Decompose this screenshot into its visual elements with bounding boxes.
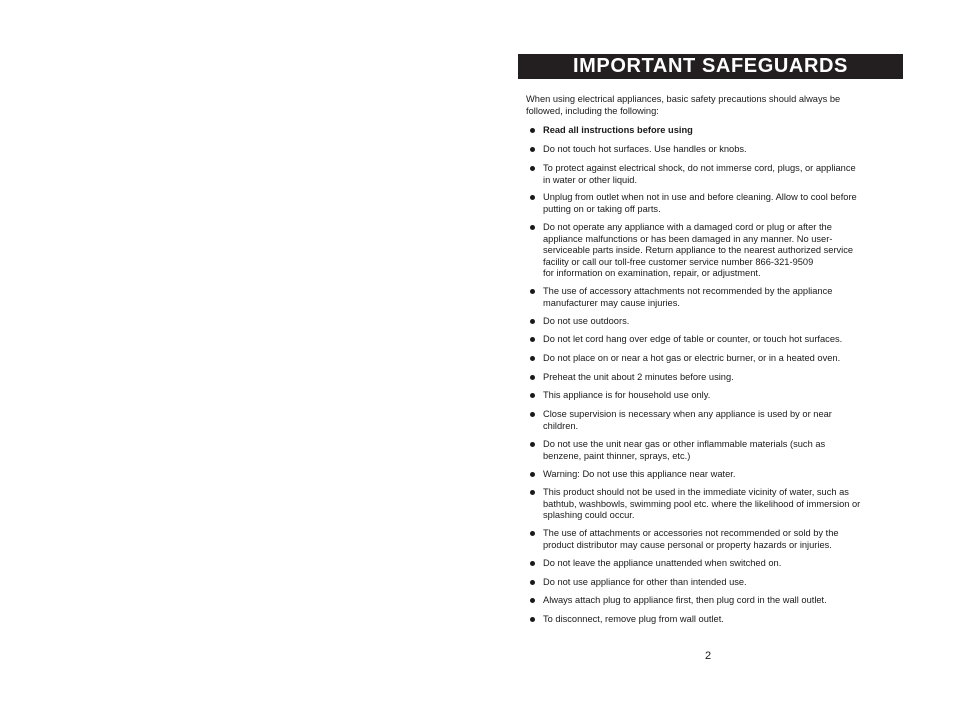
list-item xyxy=(529,439,891,462)
list-item-text: Do not let cord hang over edge of table or counter, or touch hot surfaces. xyxy=(543,334,843,344)
list-item xyxy=(529,372,891,384)
bullet-icon xyxy=(529,614,543,626)
list-item-text: Do not touch hot surfaces. Use handles or knobs. xyxy=(543,144,747,154)
bullet-icon xyxy=(529,528,543,551)
list-item-text: Do not operate any appliance with a damaged cord or plug or after the appliance malfunctions or has been damaged in any manner. No user- serviceable parts inside. Return appliance to the nearest authorized service facility or call our toll-free customer service number 866-321-9509 for information on examination, repair, or adjustment. xyxy=(543,222,854,278)
intro-paragraph: When using electrical appliances, basic safety precautions should always be followed, including the following: xyxy=(526,94,841,116)
list-item-text: Read all instructions before using xyxy=(543,125,693,135)
list-item xyxy=(529,409,891,432)
list-item xyxy=(529,192,891,215)
bullet-icon xyxy=(529,353,543,365)
bullet-icon xyxy=(529,334,543,346)
list-item-text: Do not use outdoors. xyxy=(543,316,630,326)
bullet-icon xyxy=(529,487,543,522)
list-item xyxy=(529,353,891,365)
list-item-text: Close supervision is necessary when any appliance is used by or near children. xyxy=(543,409,832,431)
bullet-icon xyxy=(529,439,543,462)
bullet-icon xyxy=(529,286,543,309)
list-item xyxy=(529,577,891,589)
bullet-icon xyxy=(529,192,543,215)
bullet-icon xyxy=(529,409,543,432)
bullet-icon xyxy=(529,577,543,589)
list-item xyxy=(529,144,891,156)
list-item-text: Do not use appliance for other than intended use. xyxy=(543,577,747,587)
list-item xyxy=(529,316,891,328)
page-title: IMPORTANT SAFEGUARDS xyxy=(573,55,848,77)
bullet-icon xyxy=(529,469,543,481)
page-number: 2 xyxy=(704,650,712,662)
bullet-icon xyxy=(529,595,543,607)
list-item xyxy=(529,487,891,522)
list-item-text: Always attach plug to appliance first, then plug cord in the wall outlet. xyxy=(543,595,827,605)
list-item-text: Warning: Do not use this appliance near water. xyxy=(543,469,736,479)
list-item-text: This appliance is for household use only. xyxy=(543,390,711,400)
bullet-icon xyxy=(529,390,543,402)
bullet-icon xyxy=(529,163,543,186)
list-item-text: To disconnect, remove plug from wall outlet. xyxy=(543,614,724,624)
list-item xyxy=(529,222,891,280)
list-item-text: The use of attachments or accessories not recommended or sold by the product distributor may cause personal or property hazards or injuries. xyxy=(543,528,839,550)
bullet-icon xyxy=(529,372,543,384)
bullet-icon xyxy=(529,125,543,137)
title-banner xyxy=(518,54,903,79)
list-item xyxy=(529,334,891,346)
list-item-text: Unplug from outlet when not in use and before cleaning. Allow to cool before putting on or taking off parts. xyxy=(543,192,857,214)
list-item-text: Do not place on or near a hot gas or electric burner, or in a heated oven. xyxy=(543,353,841,363)
list-item-text: Do not leave the appliance unattended when switched on. xyxy=(543,558,782,568)
list-item xyxy=(529,614,891,626)
bullet-icon xyxy=(529,144,543,156)
list-item xyxy=(529,595,891,607)
list-item xyxy=(529,528,891,551)
list-item-text: Preheat the unit about 2 minutes before using. xyxy=(543,372,734,382)
list-item-text: The use of accessory attachments not recommended by the appliance manufacturer may cause injuries. xyxy=(543,286,833,308)
list-item xyxy=(529,125,891,137)
bullet-icon xyxy=(529,316,543,328)
bullet-icon xyxy=(529,558,543,570)
list-item xyxy=(529,163,891,186)
list-item xyxy=(529,390,891,402)
list-item-text: To protect against electrical shock, do not immerse cord, plugs, or appliance in water or other liquid. xyxy=(543,163,856,185)
list-item xyxy=(529,558,891,570)
list-item xyxy=(529,286,891,309)
list-item-text: This product should not be used in the immediate vicinity of water, such as bathtub, washbowls, swimming pool etc. where the likelihood of immersion or splashing could occur. xyxy=(543,487,861,520)
list-item xyxy=(529,469,891,481)
bullet-icon xyxy=(529,222,543,280)
list-item-text: Do not use the unit near gas or other inflammable materials (such as benzene, paint thinner, sprays, etc.) xyxy=(543,439,826,461)
